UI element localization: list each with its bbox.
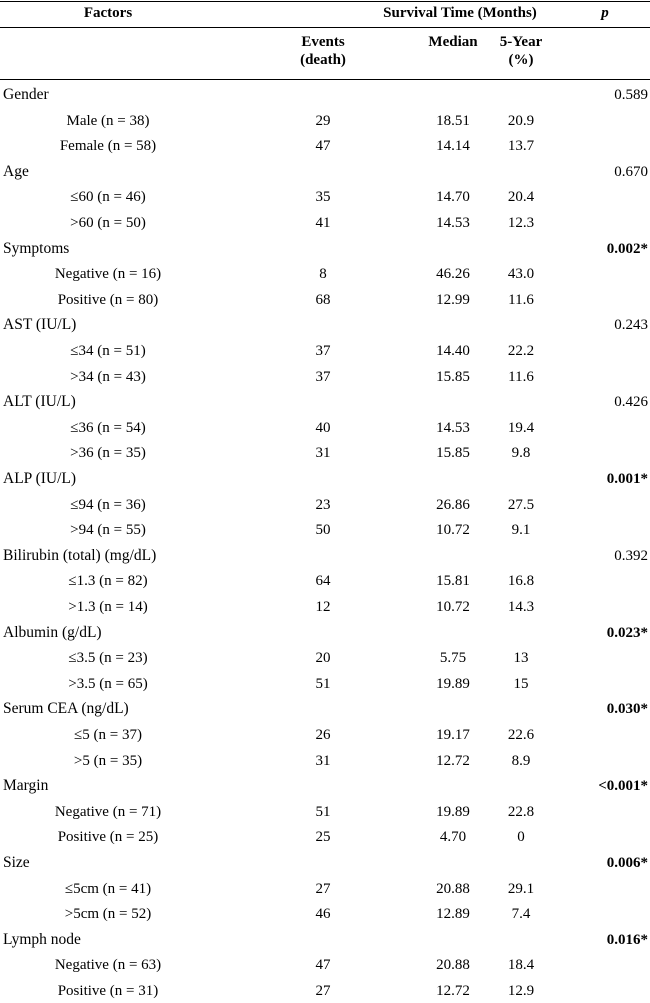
subgroup-label: Male (n = 38) xyxy=(66,112,150,129)
events-value: 41 xyxy=(315,215,331,231)
p-value: 0.001* xyxy=(606,471,648,487)
five-year-value: 29.1 xyxy=(507,880,535,897)
header-five-year-line2: (%) xyxy=(508,52,534,68)
group-label: Size xyxy=(3,854,30,871)
header-events-line2: (death) xyxy=(300,52,346,68)
p-value: 0.589 xyxy=(614,87,648,103)
subgroup-label: ≤94 (n = 36) xyxy=(70,496,146,513)
header-mid-rule xyxy=(0,27,650,28)
events-value: 37 xyxy=(315,343,331,359)
p-value: 0.392 xyxy=(614,547,648,564)
median-value: 14.53 xyxy=(436,419,470,436)
five-year-value: 11.6 xyxy=(508,291,534,308)
group-label: Bilirubin (total) (mg/dL) xyxy=(3,546,157,564)
group-label: Symptoms xyxy=(3,239,70,257)
header-p: p xyxy=(601,5,609,21)
median-value: 12.72 xyxy=(436,752,470,769)
median-value: 12.89 xyxy=(436,906,470,923)
subgroup-label: Negative (n = 63) xyxy=(54,957,162,974)
header-factors: Factors xyxy=(83,5,133,21)
five-year-value: 12.9 xyxy=(507,983,535,999)
group-label: Margin xyxy=(3,777,49,795)
group-label: Lymph node xyxy=(3,930,81,948)
five-year-value: 9.8 xyxy=(511,445,531,462)
five-year-value: 11.6 xyxy=(508,368,534,385)
subgroup-label: ≤60 (n = 46) xyxy=(70,189,146,206)
group-label: AST (IU/L) xyxy=(3,316,77,334)
subgroup-label: Positive (n = 80) xyxy=(57,291,159,308)
five-year-value: 22.6 xyxy=(507,727,535,743)
header-bottom-rule xyxy=(0,79,650,80)
median-value: 19.89 xyxy=(436,803,470,820)
subgroup-label: >60 (n = 50) xyxy=(70,215,146,231)
group-label: Albumin (g/dL) xyxy=(3,623,102,641)
median-value: 4.70 xyxy=(439,829,467,846)
median-value: 19.17 xyxy=(436,727,470,743)
events-value: 68 xyxy=(315,291,331,308)
events-value: 31 xyxy=(315,752,331,769)
events-value: 64 xyxy=(315,573,331,590)
subgroup-label: Negative (n = 71) xyxy=(54,803,162,820)
p-value: 0.030* xyxy=(606,701,648,718)
subgroup-label: >1.3 (n = 14) xyxy=(68,599,148,615)
subgroup-label: Positive (n = 31) xyxy=(57,983,159,999)
five-year-value: 22.8 xyxy=(507,803,535,820)
median-value: 15.81 xyxy=(436,573,470,590)
events-value: 31 xyxy=(315,445,331,462)
median-value: 26.86 xyxy=(436,496,470,513)
group-label: Age xyxy=(3,162,29,180)
group-label: Gender xyxy=(3,86,49,103)
subgroup-label: ≤3.5 (n = 23) xyxy=(68,650,148,667)
subgroup-label: >94 (n = 55) xyxy=(70,522,146,539)
group-label: ALP (IU/L) xyxy=(3,470,77,487)
events-value: 51 xyxy=(315,803,331,820)
events-value: 47 xyxy=(315,138,331,155)
median-value: 46.26 xyxy=(436,266,470,283)
events-value: 50 xyxy=(315,522,331,539)
p-value: 0.670 xyxy=(614,163,648,180)
median-value: 10.72 xyxy=(436,522,470,539)
subgroup-label: >5cm (n = 52) xyxy=(64,906,152,923)
p-value: <0.001* xyxy=(598,778,648,795)
events-value: 8 xyxy=(319,266,327,283)
subgroup-label: Positive (n = 25) xyxy=(57,829,159,846)
p-value: 0.016* xyxy=(606,931,648,948)
median-value: 19.89 xyxy=(436,675,470,692)
median-value: 20.88 xyxy=(436,957,470,974)
events-value: 25 xyxy=(315,829,331,846)
p-value: 0.023* xyxy=(606,624,648,641)
five-year-value: 19.4 xyxy=(507,419,535,436)
events-value: 27 xyxy=(315,880,331,897)
five-year-value: 16.8 xyxy=(507,573,535,590)
median-value: 15.85 xyxy=(436,368,470,385)
median-value: 14.14 xyxy=(436,138,470,155)
events-value: 40 xyxy=(315,419,331,436)
group-label: Serum CEA (ng/dL) xyxy=(3,700,129,718)
events-value: 26 xyxy=(315,727,331,743)
median-value: 14.40 xyxy=(436,343,470,359)
events-value: 23 xyxy=(315,496,331,513)
subgroup-label: >34 (n = 43) xyxy=(70,368,146,385)
five-year-value: 13 xyxy=(513,650,529,667)
group-label: ALT (IU/L) xyxy=(3,393,76,411)
five-year-value: 8.9 xyxy=(511,752,531,769)
events-value: 20 xyxy=(315,650,331,667)
p-value: 0.002* xyxy=(606,240,648,257)
events-value: 29 xyxy=(315,112,331,129)
p-value: 0.243 xyxy=(614,317,648,334)
five-year-value: 0 xyxy=(517,829,525,846)
five-year-value: 14.3 xyxy=(507,599,535,615)
subgroup-label: Female (n = 58) xyxy=(59,138,157,155)
median-value: 5.75 xyxy=(439,650,467,667)
events-value: 12 xyxy=(315,599,331,615)
subgroup-label: ≤5 (n = 37) xyxy=(74,727,142,743)
median-value: 15.85 xyxy=(436,445,470,462)
header-survival-time: Survival Time (Months) xyxy=(383,5,537,21)
five-year-value: 20.9 xyxy=(507,112,535,129)
median-value: 14.53 xyxy=(436,215,470,231)
events-value: 51 xyxy=(315,675,331,692)
header-events-line1: Events xyxy=(301,34,345,50)
five-year-value: 12.3 xyxy=(507,215,535,231)
events-value: 37 xyxy=(315,368,331,385)
header-median: Median xyxy=(428,34,478,50)
events-value: 46 xyxy=(315,906,331,923)
five-year-value: 27.5 xyxy=(507,496,535,513)
five-year-value: 9.1 xyxy=(511,522,531,539)
five-year-value: 20.4 xyxy=(507,189,535,206)
five-year-value: 15 xyxy=(513,675,529,692)
five-year-value: 22.2 xyxy=(507,343,535,359)
median-value: 18.51 xyxy=(436,112,470,129)
subgroup-label: >5 (n = 35) xyxy=(73,752,143,769)
subgroup-label: ≤5cm (n = 41) xyxy=(64,880,152,897)
subgroup-label: ≤1.3 (n = 82) xyxy=(68,573,148,590)
subgroup-label: Negative (n = 16) xyxy=(54,266,162,283)
five-year-value: 43.0 xyxy=(507,266,535,283)
events-value: 47 xyxy=(315,957,331,974)
events-value: 35 xyxy=(315,189,331,206)
subgroup-label: >36 (n = 35) xyxy=(70,445,146,462)
top-rule xyxy=(0,1,650,2)
five-year-value: 7.4 xyxy=(511,906,531,923)
p-value: 0.006* xyxy=(606,855,648,871)
median-value: 14.70 xyxy=(436,189,470,206)
five-year-value: 18.4 xyxy=(507,957,535,974)
median-value: 12.72 xyxy=(436,983,470,999)
median-value: 10.72 xyxy=(436,599,470,615)
median-value: 12.99 xyxy=(436,291,470,308)
subgroup-label: ≤34 (n = 51) xyxy=(70,343,146,359)
events-value: 27 xyxy=(315,983,331,999)
p-value: 0.426 xyxy=(614,394,648,411)
subgroup-label: >3.5 (n = 65) xyxy=(68,675,148,692)
subgroup-label: ≤36 (n = 54) xyxy=(70,419,146,436)
header-five-year-line1: 5-Year xyxy=(499,34,543,50)
median-value: 20.88 xyxy=(436,880,470,897)
five-year-value: 13.7 xyxy=(507,138,535,155)
